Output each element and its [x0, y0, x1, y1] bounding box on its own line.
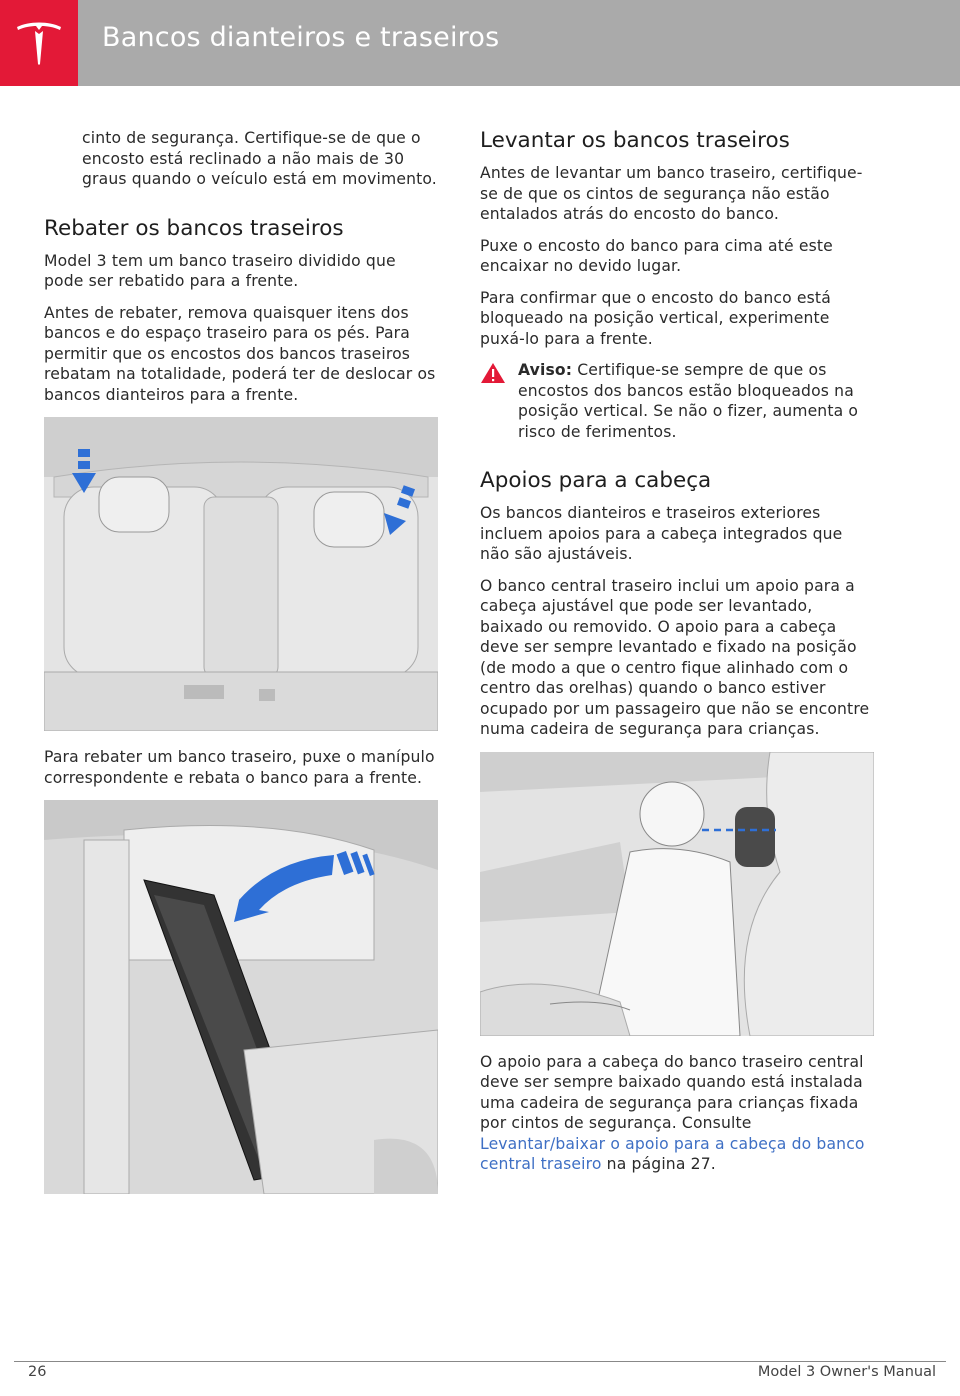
headrest-text-a: O apoio para a cabeça do banco traseiro central deve ser sempre baixado quando está instalada uma cadeira de segurança para crianças fixada por cintos de segurança. Consulte [480, 1052, 864, 1132]
warning-text [518, 360, 876, 442]
headrest-position-illustration [480, 752, 874, 1036]
fold-paragraph-3: Para rebater um banco traseiro, puxe o manípulo correspondente e rebata o banco para a frente. [44, 748, 435, 787]
right-column [480, 128, 876, 1186]
headrest-paragraph-1: Os bancos dianteiros e traseiros exteriores incluem apoios para a cabeça integrados que não são ajustáveis. [480, 504, 843, 563]
tesla-t-icon [14, 18, 64, 68]
raise-heading: Levantar os bancos traseiros [480, 128, 790, 153]
rear-seat-handles-illustration [44, 417, 438, 731]
fold-paragraph-2: Antes de rebater, remova quaisquer itens dos bancos e do espaço traseiro para os pés. Para permitir que os encostos dos bancos traseiros rebatam na totalidade, poderá ter de deslocar os bancos dianteiros para a frente. [44, 303, 436, 404]
warning-box [480, 360, 876, 442]
fold-heading: Rebater os bancos traseiros [44, 215, 344, 241]
fold-paragraph-1: Model 3 tem um banco traseiro dividido que pode ser rebatido para a frente. [44, 251, 396, 290]
page-title: Bancos dianteiros e traseiros [102, 22, 500, 53]
headrest-heading: Apoios para a cabeça [480, 468, 712, 493]
raise-paragraph-2: Puxe o encosto do banco para cima até este encaixar no devido lugar. [480, 236, 833, 275]
warning-label: Aviso: [518, 361, 573, 379]
page-number: 26 [28, 1364, 47, 1380]
cross-reference-link[interactable]: Levantar/baixar o apoio para a cabeça do banco central traseiro [480, 1134, 865, 1173]
warning-triangle-icon [480, 362, 506, 384]
footer-divider [14, 1361, 946, 1362]
intro-paragraph: cinto de segurança. Certifique-se de que o encosto está reclinado a não mais de 30 graus quando o veículo está em movimento. [82, 129, 437, 188]
manual-name: Model 3 Owner's Manual [757, 1364, 936, 1380]
warning-body: Certifique-se sempre de que os encostos dos bancos estão bloqueados na posição vertical. Se não o fizer, aumenta o risco de ferimentos. [518, 361, 859, 441]
page-header [0, 0, 960, 86]
raise-paragraph-3: Para confirmar que o encosto do banco está bloqueado na posição vertical, experimente puxá-lo para a frente. [480, 288, 831, 348]
headrest-paragraph-3 [480, 1052, 876, 1175]
headrest-text-b: na página 27. [601, 1155, 716, 1173]
left-column [44, 128, 438, 1210]
raise-paragraph-1: Antes de levantar um banco traseiro, certifique-se de que os cintos de segurança não estão entalados atrás do encosto do banco. [480, 164, 863, 223]
seat-folding-illustration [44, 800, 438, 1194]
tesla-logo [0, 0, 78, 86]
headrest-paragraph-2: O banco central traseiro inclui um apoio para a cabeça ajustável que pode ser levantado, baixado ou removido. O apoio para a cabeça deve ser sempre levantado e fixado na posição (de modo a que o centro fique alinhado com o centro das orelhas) quando o banco estiver ocupado por um passageiro que não se encontre numa cadeira de segurança para crianças. [480, 576, 870, 738]
